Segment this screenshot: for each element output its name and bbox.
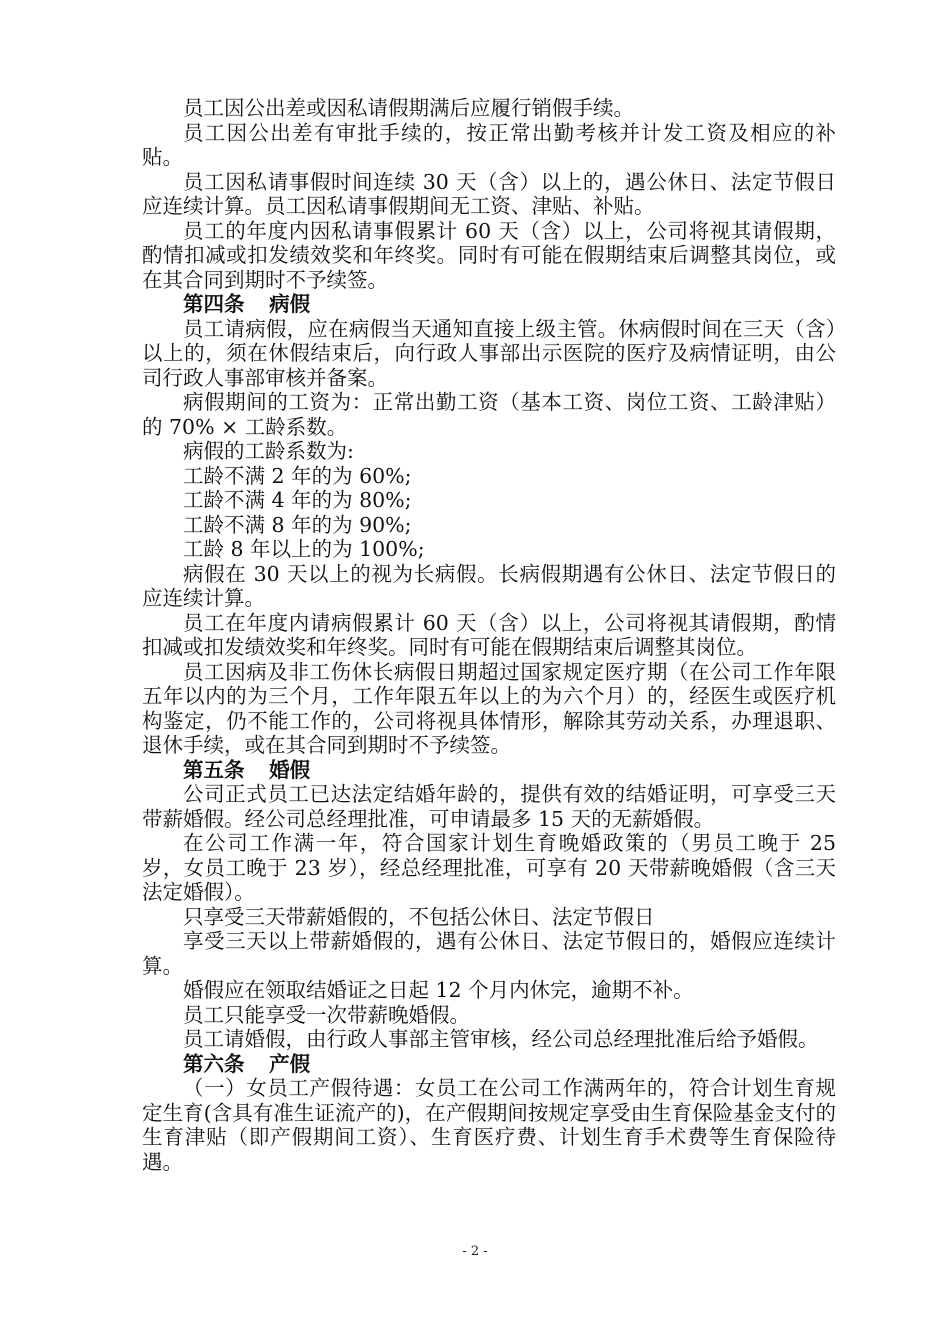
document-body [142, 96, 836, 1174]
paragraph: （一）女员工产假待遇：女员工在公司工作满两年的，符合计划生育规定生育(含具有准生证流产的)，在产假期间按规定享受由生育保险基金支付的生育津贴（即产假期间工资）、生育医疗费、计划生育手术费等生育保险待遇。 [142, 1076, 836, 1174]
article-title: 婚假 [269, 757, 311, 782]
paragraph: 员工因公出差有审批手续的，按正常出勤考核并计发工资及相应的补贴。 [142, 120, 836, 169]
paragraph: 员工请婚假，由行政人事部主管审核，经公司总经理批准后给予婚假。 [183, 1027, 819, 1051]
paragraph: 员工在年度内请病假累计 60 天（含）以上，公司将视其请假期，酌情扣减或扣发绩效奖和年终奖。同时有可能在假期结束后调整其岗位。 [142, 610, 836, 659]
article-number: 第六条 [183, 1051, 245, 1076]
article-title: 病假 [269, 292, 311, 316]
paragraph: 员工请病假，应在病假当天通知直接上级主管。休病假时间在三天（含）以上的，须在休假结束后，向行政人事部出示医院的医疗及病情证明，由公司行政人事部审核并备案。 [142, 316, 836, 390]
article-heading [142, 292, 836, 317]
paragraph: 员工只能享受一次带薪晚婚假。 [183, 1002, 470, 1027]
paragraph: 员工因私请事假时间连续 30 天（含）以上的，遇公休日、法定节假日应连续计算。员工因私请事假期间无工资、津贴、补贴。 [142, 169, 836, 218]
paragraph: 婚假应在领取结婚证之日起 12 个月内休完，逾期不补。 [183, 978, 694, 1002]
article-number: 第四条 [183, 292, 245, 316]
article-number: 第五条 [183, 757, 245, 782]
paragraph: 员工的年度内因私请事假累计 60 天（含）以上，公司将视其请假期，酌情扣减或扣发绩效奖和年终奖。同时有可能在假期结束后调整其岗位，或在其合同到期时不予续签。 [142, 218, 836, 292]
paragraph: 公司正式员工已达法定结婚年龄的，提供有效的结婚证明，可享受三天带薪婚假。经公司总经理批准，可申请最多 15 天的无薪婚假。 [142, 782, 836, 831]
paragraph: 员工因公出差或因私请假期满后应履行销假手续。 [183, 96, 634, 120]
paragraph: 工龄不满 8 年的为 90%; [183, 512, 412, 537]
paragraph: 病假的工龄系数为: [183, 439, 354, 463]
paragraph: 工龄不满 2 年的为 60%; [183, 463, 412, 488]
paragraph: 员工因病及非工伤休长病假日期超过国家规定医疗期（在公司工作年限五年以内的为三个月，工作年限五年以上的为六个月）的，经医生或医疗机构鉴定，仍不能工作的，公司将视具体情形，解除其劳动关系，办理退职、退休手续，或在其合同到期时不予续签。 [142, 659, 836, 757]
paragraph: 只享受三天带薪婚假的，不包括公休日、法定节假日 [183, 904, 655, 929]
paragraph: 病假在 30 天以上的视为长病假。长病假期遇有公休日、法定节假日的应连续计算。 [142, 561, 836, 610]
paragraph: 病假期间的工资为：正常出勤工资（基本工资、岗位工资、工龄津贴）的 70% × 工龄系数。 [142, 390, 836, 439]
paragraph: 工龄 8 年以上的为 100%; [183, 537, 425, 561]
paragraph: 享受三天以上带薪婚假的，遇有公休日、法定节假日的，婚假应连续计算。 [142, 929, 836, 978]
article-heading [142, 1052, 836, 1077]
paragraph: 工龄不满 4 年的为 80%; [183, 488, 412, 512]
article-title: 产假 [269, 1051, 311, 1076]
paragraph: 在公司工作满一年，符合国家计划生育晚婚政策的（男员工晚于 25 岁，女员工晚于 23 岁），经总经理批准，可享有 20 天带薪晚婚假（含三天法定婚假）。 [142, 831, 836, 904]
page-number: - 2 - [462, 1244, 488, 1259]
article-heading [142, 758, 836, 783]
